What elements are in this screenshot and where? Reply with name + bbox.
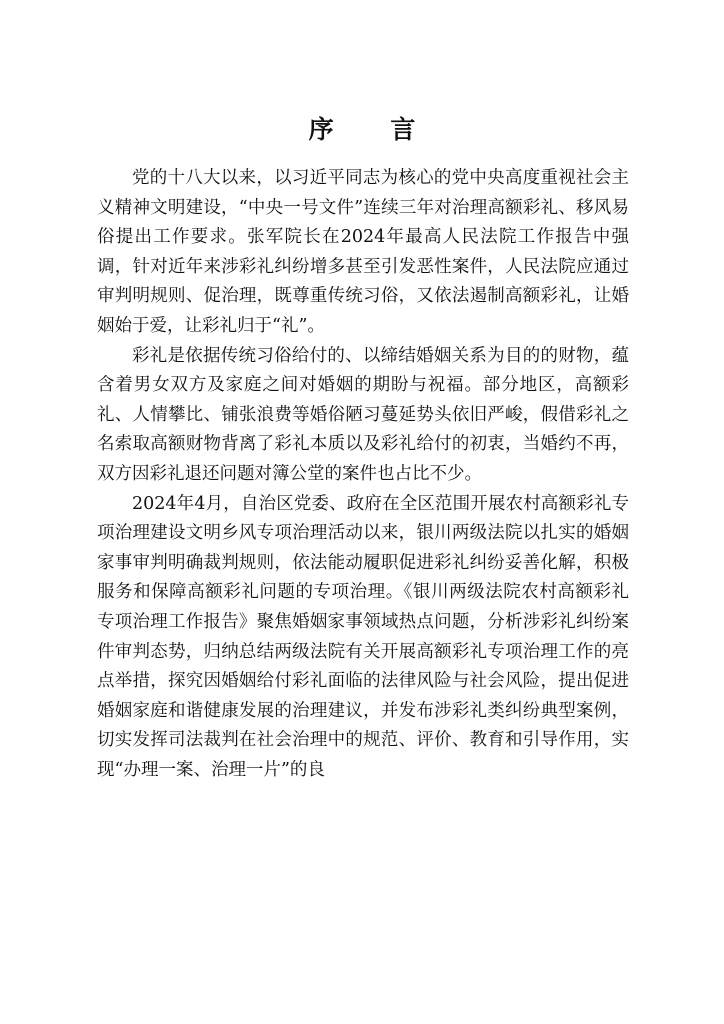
paragraph-2: 彩礼是依据传统习俗给付的、以缔结婚姻关系为目的的财物，蕴含着男女双方及家庭之间对婚姻的期盼与祝福。部分地区，高额彩礼、人情攀比、铺张浪费等婚俗陋习蔓延势头依旧严峻，假借彩礼之名索取高额财物背离了彩礼本质以及彩礼给付的初衷，当婚约不再，双方因彩礼退还问题对簿公堂的案件也占比不少。 bbox=[97, 345, 629, 484]
paragraph-3: 2024年4月，自治区党委、政府在全区范围开展农村高额彩礼专项治理建设文明乡风专项治理活动以来，银川两级法院以扎实的婚姻家事审判明确裁判规则，依法能动履职促进彩礼纠纷妥善化解，积极服务和保障高额彩礼问题的专项治理。《银川两级法院农村高额彩礼专项治理工作报告》聚焦婚姻家事领域热点问题，分析涉彩礼纠纷案件审判态势，归纳总结两级法院有关开展高额彩礼专项治理工作的亮点举措，探究因婚姻给付彩礼面临的法律风险与社会风险，提出促进婚姻家庭和谐健康发展的治理建议，并发布涉彩礼类纠纷典型案例，切实发挥司法裁判在社会治理中的规范、评价、教育和引导作用，实现“办理一案、治理一片”的良 bbox=[97, 493, 629, 780]
paragraph-1: 党的十八大以来，以习近平同志为核心的党中央高度重视社会主义精神文明建设，“中央一号文件”连续三年对治理高额彩礼、移风易俗提出工作要求。张军院长在2024年最高人民法院工作报告中强调，针对近年来涉彩礼纠纷增多甚至引发恶性案件，人民法院应通过审判明规则、促治理，既尊重传统习俗，又依法遏制高额彩礼，让婚姻始于爱，让彩礼归于“礼”。 bbox=[97, 168, 629, 336]
body-text bbox=[97, 164, 629, 785]
page-title: 序 言 bbox=[308, 115, 440, 144]
